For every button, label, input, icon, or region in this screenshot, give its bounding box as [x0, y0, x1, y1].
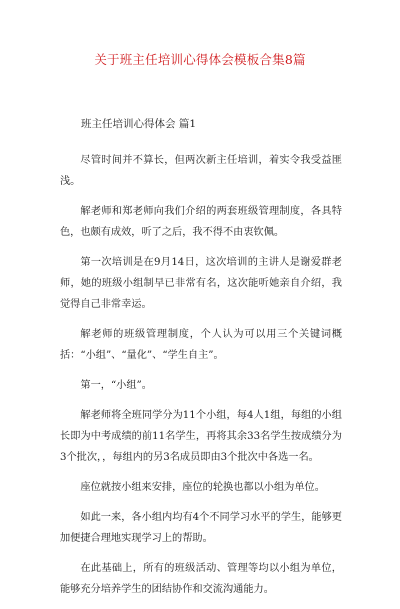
paragraph: 解老师将全班同学分为11个小组，每4人1组，每组的小组长即为中考成绩的前11名学生，再将其余33名学生按成绩分为3个批次，，每组内的另3名成员即由3个批次中各选一名。 [60, 410, 342, 463]
paragraph: 解老师和郑老师向我们介绍的两套班级管理制度，各具特色，也颇有成效，听了之后，我不得不由衷钦佩。 [60, 206, 342, 238]
paragraph: 第一，“小组”。 [80, 380, 152, 391]
paragraph: 尽管时间并不算长，但两次新主任培训，着实令我受益匪浅。 [60, 155, 342, 187]
paragraph: 座位就按小组来安排，座位的轮换也都以小组为单位。 [80, 482, 325, 493]
paragraph: 在此基础上，所有的班级活动、管理等均以小组为单位，能够充分培养学生的团结协作和交流沟通能力。 [60, 563, 342, 595]
section-heading: 班主任培训心得体会 篇1 [81, 118, 197, 130]
paragraph: 如此一来，各小组内均有4个不同学习水平的学生，能够更加便捷合理地实现学习上的帮助。 [60, 512, 342, 544]
document-title: 关于班主任培训心得体会模板合集8篇 [94, 52, 306, 67]
paragraph: 第一次培训是在9月14日，这次培训的主讲人是谢爱群老师，她的班级小组制早已非常有名，这次能听她亲自介绍，我觉得自己非常幸运。 [60, 257, 342, 310]
paragraph: 解老师的班级管理制度，个人认为可以用三个关键词概括：“小组”、“量化”、“学生自主”。 [60, 329, 342, 361]
document-body [60, 150, 342, 609]
